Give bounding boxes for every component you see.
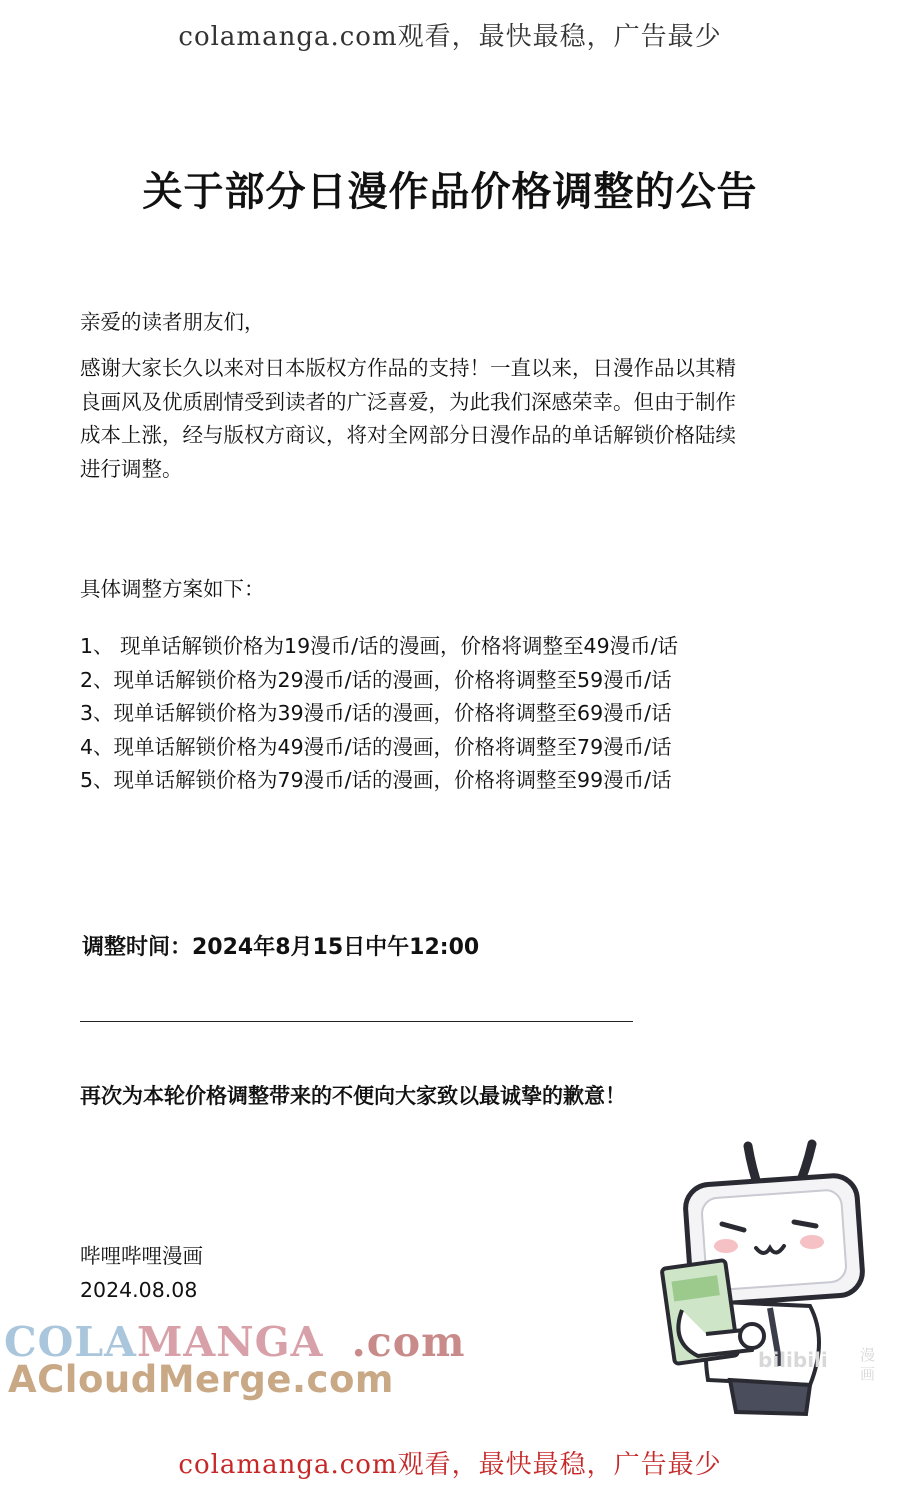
acloudmerge-logo: ACloudMerge.com <box>8 1358 394 1401</box>
plan-list <box>80 630 820 798</box>
adjust-time: 调整时间：2024年8月15日中午12:00 <box>82 935 480 960</box>
signature-org: 哔哩哔哩漫画 <box>80 1244 203 1268</box>
divider <box>80 1021 633 1022</box>
plan-item: 3、现单话解锁价格为39漫币/话的漫画，价格将调整至69漫币/话 <box>80 701 672 725</box>
watermark-bottom: colamanga.com观看，最快最稳，广告最少 <box>178 1450 722 1480</box>
signature-date: 2024.08.08 <box>80 1277 198 1302</box>
plan-item: 4、现单话解锁价格为49漫币/话的漫画，价格将调整至79漫币/话 <box>80 734 672 759</box>
plan-item: 2、现单话解锁价格为29漫币/话的漫画，价格将调整至59漫币/话 <box>80 667 672 692</box>
body-line: 成本上涨，经与版权方商议，将对全网部分日漫作品的单话解锁价格陆续 <box>80 423 736 447</box>
colamanga-logo-part1: COLA <box>4 1318 137 1366</box>
body-line: 进行调整。 <box>80 456 183 481</box>
bilibili-brand-manhua: 漫画 <box>860 1346 876 1383</box>
notice-body <box>80 352 820 486</box>
bilibili-brand-logo: bilibili <box>758 1348 828 1372</box>
body-line: 感谢大家长久以来对日本版权方作品的支持！一直以来，日漫作品以其精 <box>80 356 736 380</box>
greeting: 亲爱的读者朋友们， <box>80 310 265 334</box>
plan-item: 5、现单话解锁价格为79漫币/话的漫画，价格将调整至99漫币/话 <box>80 768 672 792</box>
plan-intro: 具体调整方案如下： <box>80 577 265 601</box>
signature <box>80 1240 203 1307</box>
colamanga-logo-part2: MANGA <box>137 1318 324 1366</box>
bilibili-tv-mascot-illustration <box>660 1130 870 1420</box>
body-line: 良画风及优质剧情受到读者的广泛喜爱，为此我们深感荣幸。但由于制作 <box>80 389 736 414</box>
notice-title: 关于部分日漫作品价格调整的公告 <box>142 169 758 215</box>
colamanga-logo-part3: .com <box>351 1318 466 1366</box>
watermark-top: colamanga.com观看，最快最稳，广告最少 <box>178 22 722 52</box>
apology-text: 再次为本轮价格调整带来的不便向大家致以最诚挚的歉意！ <box>80 1084 626 1108</box>
plan-item: 1、 现单话解锁价格为19漫币/话的漫画，价格将调整至49漫币/话 <box>80 634 679 658</box>
